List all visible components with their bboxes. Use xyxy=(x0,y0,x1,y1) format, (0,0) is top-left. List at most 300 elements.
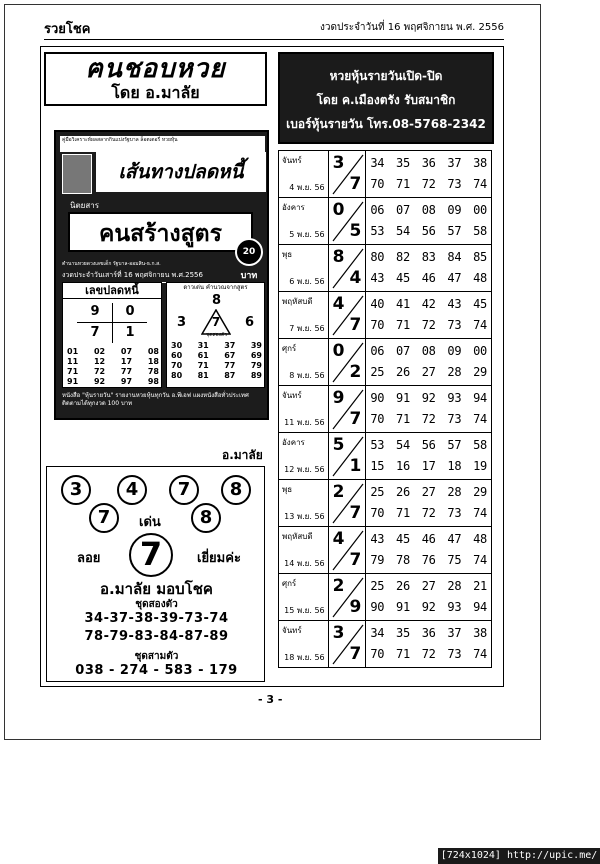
lucky-circle-number: 8 xyxy=(221,475,251,505)
table-number: 26 xyxy=(396,485,410,499)
day-cell xyxy=(279,433,329,480)
table-number: 48 xyxy=(473,271,487,285)
highlight-label: เด่น xyxy=(139,515,161,530)
table-number: 83 xyxy=(421,250,436,264)
pair-number: 71 xyxy=(67,367,79,376)
table-number: 47 xyxy=(447,271,462,285)
table-number: 42 xyxy=(421,297,436,311)
numbers-row xyxy=(370,341,487,362)
table-number: 57 xyxy=(447,224,462,238)
table-number: 76 xyxy=(421,553,436,567)
key-digits-cell xyxy=(328,527,366,574)
table-number: 56 xyxy=(421,224,436,238)
table-row xyxy=(279,621,492,668)
table-number: 78 xyxy=(396,553,410,567)
pair-number: 87 xyxy=(224,371,236,380)
table-number: 18 xyxy=(447,459,462,473)
pair-number: 78 xyxy=(147,367,159,376)
table-number: 73 xyxy=(447,412,462,426)
key-digit-primary: 0 xyxy=(332,341,345,361)
table-number: 35 xyxy=(396,156,410,170)
daily-stock-numbers-table xyxy=(278,150,492,668)
numbers-row xyxy=(370,315,487,336)
table-number: 17 xyxy=(421,459,436,473)
pair-number: 08 xyxy=(147,347,159,356)
table-number: 45 xyxy=(396,271,410,285)
key-digit-primary: 2 xyxy=(332,482,345,502)
table-number: 27 xyxy=(421,579,436,593)
day-date: 8 พ.ย. 56 xyxy=(289,371,325,380)
table-number: 28 xyxy=(447,579,462,593)
day-cell xyxy=(279,339,329,386)
table-number: 19 xyxy=(473,459,487,473)
table-number: 56 xyxy=(421,438,436,452)
table-number: 00 xyxy=(473,344,487,358)
pair-number: 01 xyxy=(67,347,79,356)
lucky-circle-number: 7 xyxy=(89,503,119,533)
pair-row xyxy=(171,361,262,371)
pair-number: 80 xyxy=(171,371,183,380)
table-row xyxy=(279,386,492,433)
table-number: 25 xyxy=(370,579,385,593)
day-cell xyxy=(279,527,329,574)
key-digit-primary: 2 xyxy=(332,576,345,596)
numbers-cell xyxy=(366,574,492,621)
image-watermark: [724x1024] http://upic.me/ xyxy=(438,848,600,864)
day-name: พฤหัสบดี xyxy=(282,297,313,306)
cover-badge-image xyxy=(62,154,92,194)
stock-lottery-ad xyxy=(278,52,494,144)
key-digit-secondary: 7 xyxy=(349,409,362,429)
day-date: 14 พ.ย. 56 xyxy=(284,559,325,568)
table-number: 57 xyxy=(447,438,462,452)
float-number-circle: 7 xyxy=(129,533,173,577)
table-number: 80 xyxy=(370,250,385,264)
numbers-row xyxy=(370,221,487,242)
day-cell xyxy=(279,292,329,339)
pair-number: 60 xyxy=(171,351,183,360)
table-number: 43 xyxy=(447,297,462,311)
key-digit-primary: 3 xyxy=(332,623,345,643)
table-number: 72 xyxy=(421,318,436,332)
table-number: 58 xyxy=(473,438,487,452)
table-number: 92 xyxy=(421,600,436,614)
cover-title-primary: เส้นทางปลดหนี้ xyxy=(96,152,266,192)
key-digit-primary: 4 xyxy=(332,294,345,314)
day-cell xyxy=(279,198,329,245)
numbers-row xyxy=(370,597,487,618)
two-digit-line: 78-79-83-84-87-89 xyxy=(84,629,229,644)
day-name: อังคาร xyxy=(282,203,305,212)
table-number: 91 xyxy=(396,600,410,614)
table-number: 29 xyxy=(473,485,487,499)
key-digit-secondary: 5 xyxy=(349,221,362,241)
table-number: 43 xyxy=(370,532,385,546)
table-number: 71 xyxy=(396,318,410,332)
numbers-row xyxy=(370,388,487,409)
table-number: 93 xyxy=(447,600,462,614)
column-title-block xyxy=(44,52,267,106)
day-date: 18 พ.ย. 56 xyxy=(284,653,325,662)
table-number: 07 xyxy=(396,344,410,358)
table-number: 90 xyxy=(370,600,385,614)
pair-number: 39 xyxy=(250,341,262,350)
debt-free-grid xyxy=(77,303,147,343)
star-numbers-title: ดาวเด่น คำนวณจากสูตร xyxy=(183,284,248,291)
pair-row xyxy=(67,377,159,387)
star-numbers-box xyxy=(166,282,265,388)
table-number: 28 xyxy=(447,365,462,379)
grid-divider-horizontal xyxy=(77,322,147,323)
table-number: 09 xyxy=(447,344,462,358)
table-number: 21 xyxy=(473,579,487,593)
grid-number: 9 xyxy=(90,304,100,319)
table-number: 25 xyxy=(370,365,385,379)
lucky-circle-number: 7 xyxy=(169,475,199,505)
grid-number: 1 xyxy=(125,325,135,340)
table-number: 85 xyxy=(473,250,487,264)
numbers-row xyxy=(370,409,487,430)
table-number: 25 xyxy=(370,485,385,499)
key-digit-primary: 5 xyxy=(332,435,345,455)
table-number: 74 xyxy=(473,412,487,426)
pair-number: 67 xyxy=(224,351,236,360)
numbers-cell xyxy=(366,339,492,386)
day-date: 7 พ.ย. 56 xyxy=(289,324,325,333)
table-number: 36 xyxy=(421,156,436,170)
cover-title-secondary: คนสร้างสูตร xyxy=(68,212,253,252)
table-number: 72 xyxy=(421,177,436,191)
grid-number: 7 xyxy=(90,325,100,340)
lucky-numbers-box xyxy=(46,466,265,682)
table-number: 34 xyxy=(370,156,385,170)
numbers-cell xyxy=(366,151,492,198)
table-number: 06 xyxy=(370,344,385,358)
greeting-text: เยี่ยมค่ะ xyxy=(197,551,241,566)
day-date: 4 พ.ย. 56 xyxy=(289,183,325,192)
table-number: 37 xyxy=(447,156,462,170)
day-date: 12 พ.ย. 56 xyxy=(284,465,325,474)
numbers-row xyxy=(370,529,487,550)
debt-free-title: เลขปลดหนี้ xyxy=(63,283,161,299)
table-row xyxy=(279,480,492,527)
column-byline: โดย อ.มาลัย xyxy=(111,83,200,102)
cover-top-strip: คู่มือวิเคราะห์ผลสลากกินแบ่งรัฐบาล ล็อตเตอรี่ หวยหุ้น xyxy=(60,136,265,152)
table-number: 70 xyxy=(370,412,385,426)
day-name: พุธ xyxy=(282,250,293,259)
table-number: 58 xyxy=(473,224,487,238)
pair-number: 07 xyxy=(120,347,133,356)
day-name: จันทร์ xyxy=(282,626,302,635)
day-name: ศุกร์ xyxy=(282,579,297,588)
pair-number: 77 xyxy=(120,367,133,376)
pair-number: 91 xyxy=(67,377,79,386)
day-name: จันทร์ xyxy=(282,391,302,400)
pair-number: 72 xyxy=(93,367,106,376)
table-number: 08 xyxy=(421,344,436,358)
pair-number: 17 xyxy=(120,357,133,366)
table-number: 73 xyxy=(447,177,462,191)
day-cell xyxy=(279,386,329,433)
table-number: 43 xyxy=(370,271,385,285)
table-number: 70 xyxy=(370,318,385,332)
key-digit-primary: 0 xyxy=(332,200,345,220)
day-cell xyxy=(279,574,329,621)
debt-free-numbers-box xyxy=(62,282,162,388)
brand-name: รวยโชค xyxy=(44,22,91,37)
key-digit-secondary: 7 xyxy=(349,644,362,664)
day-date: 5 พ.ย. 56 xyxy=(289,230,325,239)
day-cell xyxy=(279,245,329,292)
numbers-row xyxy=(370,503,487,524)
table-number: 47 xyxy=(447,532,462,546)
grid-divider-vertical xyxy=(112,303,113,343)
pair-number: 71 xyxy=(197,361,209,370)
table-row xyxy=(279,527,492,574)
table-number: 46 xyxy=(421,271,436,285)
key-digit-secondary: 2 xyxy=(349,362,362,382)
table-row xyxy=(279,339,492,386)
pair-number: 37 xyxy=(224,341,236,350)
table-row xyxy=(279,198,492,245)
ad-phone: เบอร์หุ้นรายวัน โทร.08-5768-2342 xyxy=(286,117,486,131)
table-number: 74 xyxy=(473,506,487,520)
numbers-cell xyxy=(366,527,492,574)
key-digit-secondary: 7 xyxy=(349,315,362,335)
table-number: 06 xyxy=(370,203,385,217)
table-number: 48 xyxy=(473,532,487,546)
cover-footer: หนังสือ "หุ้นรายวัน" รายงานหวยหุ้นทุกวัน อ.พีเอฟ แผงหนังสือทั่วประเทศ ติดตามได้ทุกงวด 100 บาท xyxy=(62,392,249,407)
day-cell xyxy=(279,621,329,668)
cover-issue-date: งวดประจำวันเสาร์ที่ 16 พฤศจิกายน พ.ศ.2556 xyxy=(62,270,265,283)
table-number: 93 xyxy=(447,391,462,405)
pair-number: 11 xyxy=(67,357,79,366)
table-number: 38 xyxy=(473,626,487,640)
numbers-row xyxy=(370,482,487,503)
table-number: 71 xyxy=(396,506,410,520)
table-number: 45 xyxy=(473,297,487,311)
numbers-row xyxy=(370,576,487,597)
pair-number: 69 xyxy=(250,351,262,360)
pair-number: 92 xyxy=(93,377,106,386)
table-number: 73 xyxy=(447,506,462,520)
page-number: - 3 - xyxy=(258,693,283,706)
pair-row xyxy=(67,367,159,377)
table-number: 94 xyxy=(473,391,487,405)
table-row xyxy=(279,433,492,480)
ad-byline: โดย ค.เมืองตรัง รับสมาชิก xyxy=(316,93,456,107)
lucky-circle-number: 8 xyxy=(191,503,221,533)
table-number: 54 xyxy=(396,224,410,238)
numbers-cell xyxy=(366,621,492,668)
day-cell xyxy=(279,151,329,198)
table-number: 71 xyxy=(396,177,410,191)
table-number: 46 xyxy=(421,532,436,546)
key-digits-cell xyxy=(328,339,366,386)
numbers-row xyxy=(370,362,487,383)
numbers-row xyxy=(370,174,487,195)
pair-number: 61 xyxy=(197,351,209,360)
star-left-number: 3 xyxy=(177,315,187,330)
table-row xyxy=(279,292,492,339)
page-header xyxy=(44,14,504,40)
star-center-number: 7 xyxy=(211,315,221,329)
pair-number: 30 xyxy=(171,341,183,350)
key-digit-primary: 9 xyxy=(332,388,345,408)
table-number: 79 xyxy=(370,553,385,567)
day-date: 13 พ.ย. 56 xyxy=(284,512,325,521)
table-number: 74 xyxy=(473,553,487,567)
table-number: 40 xyxy=(370,297,385,311)
table-number: 34 xyxy=(370,626,385,640)
key-digits-cell xyxy=(328,621,366,668)
three-digit-label: ชุดสามตัว xyxy=(134,651,179,662)
pair-number: 98 xyxy=(147,377,159,386)
table-number: 70 xyxy=(370,647,385,661)
day-name: พุธ xyxy=(282,485,293,494)
table-number: 15 xyxy=(370,459,385,473)
pair-number: 70 xyxy=(171,361,183,370)
key-digit-secondary: 1 xyxy=(349,456,362,476)
table-number: 75 xyxy=(447,553,462,567)
table-number: 74 xyxy=(473,318,487,332)
table-number: 26 xyxy=(396,365,410,379)
key-digit-primary: 4 xyxy=(332,529,345,549)
table-row xyxy=(279,151,492,198)
table-number: 73 xyxy=(447,318,462,332)
numbers-cell xyxy=(366,292,492,339)
day-date: 11 พ.ย. 56 xyxy=(284,418,325,427)
day-name: อังคาร xyxy=(282,438,305,447)
key-digits-cell xyxy=(328,198,366,245)
lucky-giver: อ.มาลัย มอบโชค xyxy=(100,580,213,598)
key-digits-cell xyxy=(328,245,366,292)
pair-number: 02 xyxy=(93,347,106,356)
lucky-circle-number: 3 xyxy=(61,475,91,505)
author-label: อ.มาลัย xyxy=(222,448,263,462)
table-row xyxy=(279,574,492,621)
table-number: 72 xyxy=(421,412,436,426)
table-number: 74 xyxy=(473,177,487,191)
star-pairs xyxy=(171,341,262,381)
pair-number: 31 xyxy=(197,341,209,350)
numbers-cell xyxy=(366,386,492,433)
numbers-row xyxy=(370,550,487,571)
table-number: 92 xyxy=(421,391,436,405)
table-number: 71 xyxy=(396,412,410,426)
numbers-row xyxy=(370,268,487,289)
grid-number: 0 xyxy=(125,304,135,319)
table-number: 07 xyxy=(396,203,410,217)
numbers-row xyxy=(370,294,487,315)
key-digits-cell xyxy=(328,151,366,198)
table-number: 73 xyxy=(447,647,462,661)
key-digits-cell xyxy=(328,386,366,433)
table-number: 00 xyxy=(473,203,487,217)
table-number: 70 xyxy=(370,506,385,520)
pair-row xyxy=(171,351,262,361)
table-number: 27 xyxy=(421,365,436,379)
three-digit-line: 038 - 274 - 583 - 179 xyxy=(75,663,238,678)
numbers-row xyxy=(370,200,487,221)
key-digit-secondary: 7 xyxy=(349,550,362,570)
table-number: 90 xyxy=(370,391,385,405)
star-right-number: 6 xyxy=(244,315,254,330)
pair-number: 12 xyxy=(93,357,106,366)
star-top-number: 8 xyxy=(211,293,222,308)
table-number: 53 xyxy=(370,224,385,238)
table-number: 84 xyxy=(447,250,462,264)
table-number: 27 xyxy=(421,485,436,499)
numbers-cell xyxy=(366,198,492,245)
table-number: 38 xyxy=(473,156,487,170)
table-number: 94 xyxy=(473,600,487,614)
table-number: 82 xyxy=(396,250,410,264)
numbers-row xyxy=(370,247,487,268)
pair-number: 79 xyxy=(250,361,262,370)
table-number: 37 xyxy=(447,626,462,640)
numbers-row xyxy=(370,456,487,477)
key-digit-secondary: 7 xyxy=(349,503,362,523)
numbers-cell xyxy=(366,480,492,527)
key-digit-secondary: 4 xyxy=(349,268,362,288)
cover-price-badge: 20 บาท xyxy=(235,238,263,266)
day-name: พฤหัสบดี xyxy=(282,532,313,541)
key-digit-primary: 3 xyxy=(332,153,345,173)
issue-date: งวดประจำวันที่ 16 พฤศจิกายน พ.ศ. 2556 xyxy=(319,22,504,33)
pair-row xyxy=(67,357,159,367)
table-number: 16 xyxy=(396,459,410,473)
pair-row xyxy=(171,371,262,381)
table-number: 74 xyxy=(473,647,487,661)
table-number: 45 xyxy=(396,532,410,546)
key-digit-secondary: 7 xyxy=(349,174,362,194)
table-row xyxy=(279,245,492,292)
two-digit-label: ชุดสองตัว xyxy=(135,599,178,610)
numbers-row xyxy=(370,153,487,174)
key-digits-cell xyxy=(328,433,366,480)
table-number: 09 xyxy=(447,203,462,217)
numbers-cell xyxy=(366,245,492,292)
table-number: 26 xyxy=(396,579,410,593)
key-digit-primary: 8 xyxy=(332,247,345,267)
pair-number: 77 xyxy=(224,361,236,370)
table-number: 72 xyxy=(421,506,436,520)
table-number: 70 xyxy=(370,177,385,191)
star-caption: ชุดสองตัว xyxy=(205,332,228,338)
table-number: 53 xyxy=(370,438,385,452)
column-title: ฅนชอบหวย xyxy=(85,54,226,84)
numbers-row xyxy=(370,644,487,665)
table-number: 41 xyxy=(396,297,410,311)
pair-row xyxy=(67,347,159,357)
key-digit-secondary: 9 xyxy=(349,597,362,617)
table-number: 72 xyxy=(421,647,436,661)
day-name: จันทร์ xyxy=(282,156,302,165)
two-digit-line: 34-37-38-39-73-74 xyxy=(84,611,229,626)
day-date: 6 พ.ย. 56 xyxy=(289,277,325,286)
float-label: ลอย xyxy=(77,551,101,566)
numbers-row xyxy=(370,435,487,456)
ad-headline: หวยหุ้นรายวันเปิด-ปิด xyxy=(329,69,443,83)
key-digits-cell xyxy=(328,574,366,621)
table-number: 35 xyxy=(396,626,410,640)
day-date: 15 พ.ย. 56 xyxy=(284,606,325,615)
pair-number: 97 xyxy=(120,377,133,386)
numbers-cell xyxy=(366,433,492,480)
table-number: 08 xyxy=(421,203,436,217)
pair-number: 81 xyxy=(197,371,209,380)
